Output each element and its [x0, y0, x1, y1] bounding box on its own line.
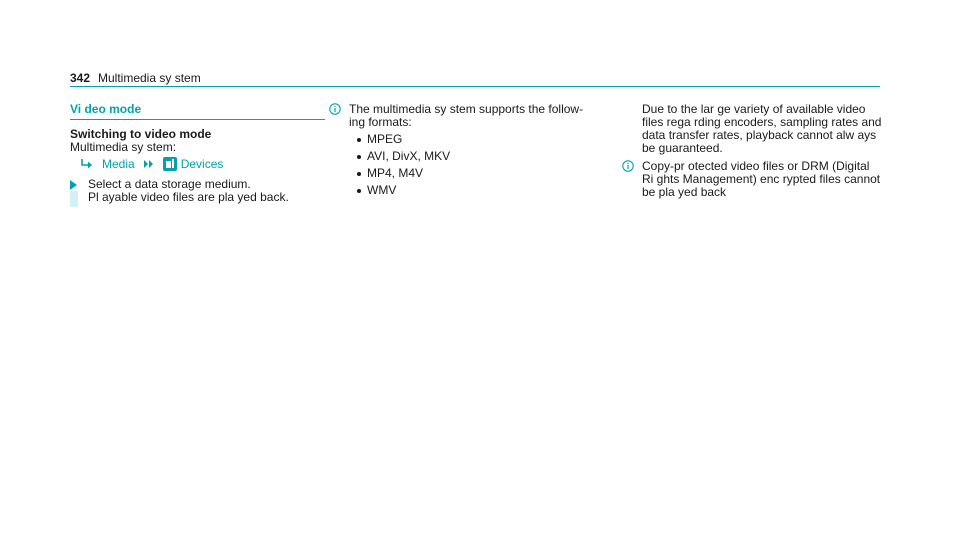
chevron-double-right-icon: [143, 159, 155, 169]
heading-rule: [70, 119, 325, 120]
format-label: AVI, DivX, MKV: [367, 149, 451, 163]
note-line: Ri ghts Management) enc rypted files cannot: [642, 172, 881, 186]
note-text: [349, 103, 599, 197]
left-column: [70, 103, 325, 204]
paragraph-line: be guaranteed.: [642, 141, 723, 155]
format-list: [349, 133, 599, 197]
path-media[interactable]: Media: [102, 156, 135, 171]
page-number: 342: [70, 71, 91, 85]
instruction-step: [70, 178, 325, 204]
paragraph-line: data transfer rates, playback cannot alw ays: [642, 128, 877, 142]
bullet-dot: [357, 172, 361, 176]
page-header: [70, 71, 880, 89]
format-label: WMV: [367, 183, 397, 197]
format-label: MP4, M4V: [367, 166, 424, 180]
list-item: [357, 184, 599, 197]
format-label: MPEG: [367, 132, 403, 146]
middle-column: [329, 103, 599, 197]
note-line: The multimedia sy stem supports the follow-: [349, 102, 584, 116]
note-text: [642, 160, 882, 199]
note-line: Copy-pr otected video files or DRM (Digital: [642, 159, 870, 173]
list-item: [357, 150, 599, 163]
bullet-dot: [357, 138, 361, 142]
play-triangle-icon: [70, 180, 77, 190]
bullet-dot: [357, 189, 361, 193]
playback-paragraph: [622, 103, 882, 155]
step-result: Pl ayable video files are pla yed back.: [88, 190, 289, 204]
paragraph-line: files rega rding encoders, sampling rates and: [642, 115, 882, 129]
right-column: [622, 103, 882, 199]
list-item: [357, 167, 599, 180]
path-devices[interactable]: Devices: [180, 156, 224, 171]
info-icon: [622, 160, 634, 172]
note-line: ing formats:: [349, 115, 412, 129]
step-marker: [70, 178, 84, 204]
paragraph-line: Due to the lar ge variety of available video: [642, 102, 866, 116]
step-instruction: Select a data storage medium.: [88, 177, 251, 191]
path-arrow-icon: [80, 158, 94, 170]
info-icon: [329, 103, 341, 115]
devices-icon: [163, 157, 177, 171]
formats-note: [329, 103, 599, 197]
switching-subheading: Switching to video mode: [70, 127, 212, 141]
header-rule: [70, 86, 880, 87]
step-text: [84, 178, 325, 204]
bullet-dot: [357, 155, 361, 159]
step-highlight-bar: [70, 191, 78, 207]
list-item: [357, 133, 599, 146]
path-intro: Multimedia sy stem:: [70, 140, 177, 154]
video-mode-heading: Vi deo mode: [70, 102, 142, 116]
navigation-path: [70, 156, 325, 172]
section-title: Multimedia sy stem: [98, 71, 201, 85]
note-line: be pla yed back: [642, 185, 727, 199]
drm-note: [622, 160, 882, 199]
